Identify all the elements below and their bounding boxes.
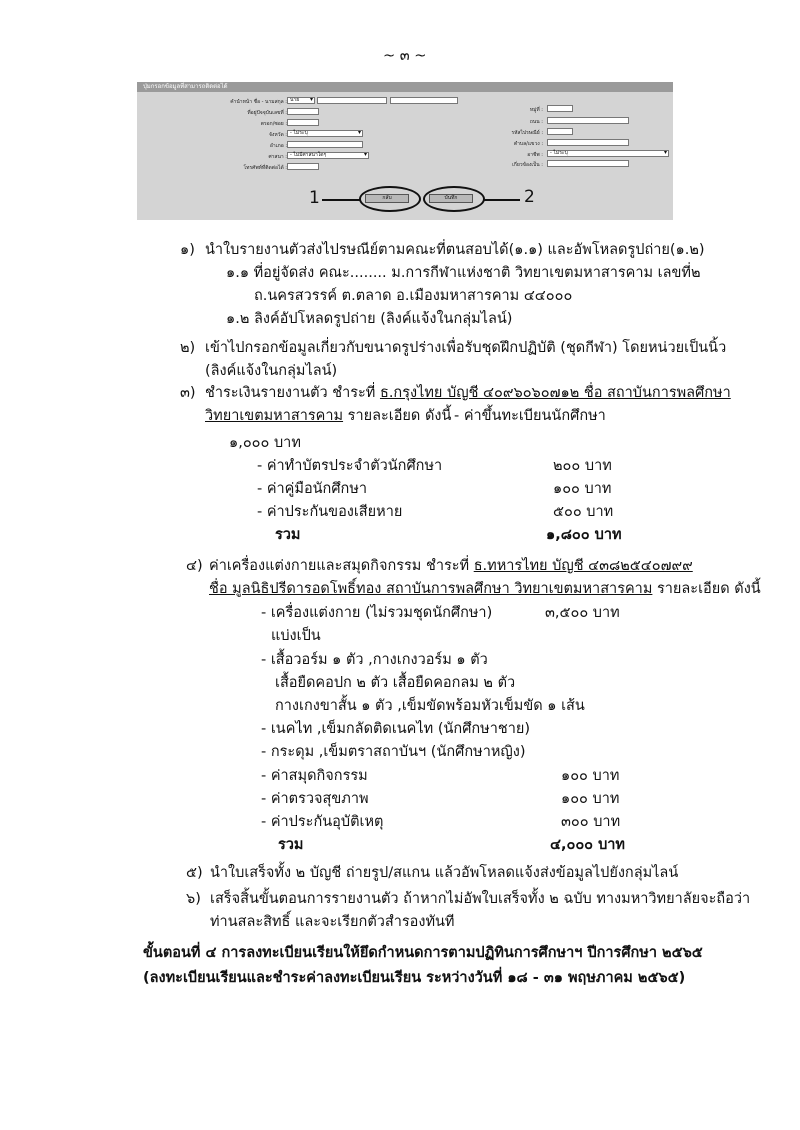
step4-account: ธ.ทหารไทย บัญชี ๔๓๘๒๕๔๐๗๙๙: [473, 558, 693, 574]
step4-line1: [209, 554, 693, 577]
callout-line-left: [322, 199, 360, 201]
road-input[interactable]: [547, 117, 629, 124]
step4-line2: [209, 577, 761, 600]
step3-item2-label: - ค่าคู่มือนักศึกษา: [257, 481, 368, 497]
step3-item2-amount: ๑๐๐ บาท: [553, 481, 612, 497]
step4-uniform-line4: - เนคไท ,เข็มกลัดติดเนคไท (นักศึกษาชาย): [261, 721, 531, 737]
religion-label: ศาสนา :: [268, 154, 287, 160]
phone-label: โทรศัพท์ที่ติดต่อได้ :: [243, 165, 287, 171]
district-label: อำเภอ :: [269, 143, 287, 149]
step3-item3-label: - ค่าประกันของเสียหาย: [257, 504, 403, 520]
step4-pre: ค่าเครื่องแต่งกายและสมุดกิจกรรม ชำระที่: [209, 558, 474, 574]
province-label: จังหวัด :: [269, 132, 287, 138]
step3-pre: ชำระเงินรายงานตัว ชำระที่: [205, 385, 380, 401]
moo-label: หมู่ที่ :: [529, 107, 543, 113]
road-label: ถนน :: [529, 119, 543, 125]
back-button-highlight-ring: [359, 186, 421, 212]
title-select[interactable]: นาย ▾: [287, 97, 315, 104]
step4-item3-label: - ค่าประกันอุบัติเหตุ: [261, 814, 384, 830]
district-input[interactable]: [287, 141, 363, 148]
step3-detail: รายละเอียด ดังนี้: [343, 408, 452, 424]
step4-uniform-line2: เสื้อยืดคอปก ๒ ตัว เสื้อยืดคอกลม ๒ ตัว: [275, 675, 516, 691]
last-name-input[interactable]: [390, 97, 458, 104]
province-select[interactable]: - ไม่ระบุ ▾: [287, 130, 363, 137]
step4-item1-amount: ๑๐๐ บาท: [561, 768, 620, 784]
step3-line1: [205, 381, 731, 404]
address-input[interactable]: [287, 108, 319, 115]
postcode-label: รหัสไปรษณีย์ :: [511, 130, 543, 136]
relation-input[interactable]: [547, 160, 629, 167]
address-label: ที่อยู่ปัจจุบันเลขที่ :: [247, 110, 287, 116]
step4-uniform-amount: ๓,๕๐๐ บาท: [545, 605, 620, 621]
step2-number: ๒): [180, 340, 196, 356]
religion-select[interactable]: - ไม่มีศาสนาใดๆ ▾: [287, 152, 369, 159]
moo-input[interactable]: [547, 105, 573, 112]
step3-total-amount: ๑,๘๐๐ บาท: [546, 527, 622, 543]
step3-item1-amount: ๒๐๐ บาท: [553, 458, 612, 474]
step4-detail: รายละเอียด ดังนี้: [652, 581, 761, 597]
step3-account2: วิทยาเขตมหาสารคาม: [205, 408, 344, 424]
occupation-label: อาชีพ :: [527, 152, 543, 158]
first-name-input[interactable]: [317, 97, 387, 104]
step4-uniform-line3: กางเกงขาสั้น ๑ ตัว ,เข็มขัดพร้อมหัวเข็มขัด ๑ เส้น: [275, 698, 585, 714]
registration-heading-line1: ขั้นตอนที่ ๔ การลงทะเบียนเรียนให้ยึดกำหนดการตามปฏิทินการศึกษาฯ ปีการศึกษา ๒๕๖๕: [143, 945, 703, 961]
step3-item1-label: - ค่าทำบัตรประจำตัวนักศึกษา: [257, 458, 443, 474]
subdistrict-input[interactable]: [547, 139, 629, 146]
step2-line1: เข้าไปกรอกข้อมูลเกี่ยวกับขนาดรูปร่างเพื่อรับชุดฝึกปฏิบัติ (ชุดกีฬา) โดยหน่วยเป็นนิ้ว: [205, 340, 727, 356]
subdistrict-label: ตำบล/แขวง :: [513, 141, 543, 147]
step4-item2-amount: ๑๐๐ บาท: [561, 791, 620, 807]
callout-line-right: [484, 199, 520, 201]
step6-line1: เสร็จสิ้นขั้นตอนการรายงานตัว ถ้าหากไม่อัพใบเสร็จทั้ง ๒ ฉบับ ทางมหาวิทยาลัยจะถือว่า: [210, 891, 751, 907]
step4-total-label: รวม: [278, 837, 304, 853]
step4-uniform-line1: - เสื้อวอร์ม ๑ ตัว ,กางเกงวอร์ม ๑ ตัว: [261, 652, 488, 668]
step5-text: นำใบเสร็จทั้ง ๒ บัญชี ถ่ายรูป/สแกน แล้วอัพโหลดแจ้งส่งข้อมูลไปยังกลุ่มไลน์: [210, 865, 679, 881]
step4-uniform-label: - เครื่องแต่งกาย (ไม่รวมชุดนักศึกษา): [261, 605, 493, 621]
page-number: ~ ๓ ~: [383, 48, 427, 64]
step4-item1-label: - ค่าสมุดกิจกรรม: [261, 768, 368, 784]
form-header: [137, 82, 673, 92]
form-title: ปุ่มกรอกข้อมูลที่สามารถติดต่อได้: [143, 83, 228, 90]
occupation-select[interactable]: - ไม่ระบุ ▾: [547, 150, 669, 157]
postcode-input[interactable]: [547, 128, 573, 135]
alley-label: ตรอก/ซอย :: [260, 121, 287, 127]
step3-number: ๓): [180, 385, 196, 401]
step2-line2: (ลิงค์แจ้งในกลุ่มไลน์): [205, 363, 338, 379]
step4-item3-amount: ๓๐๐ บาท: [561, 814, 621, 830]
step4-item2-label: - ค่าตรวจสุขภาพ: [261, 791, 369, 807]
step3-item3-amount: ๕๐๐ บาท: [553, 504, 614, 520]
step1-number: ๑): [180, 242, 195, 258]
step1-sub1-line1: ๑.๑ ที่อยู่จัดส่ง คณะ........ ม.การกีฬาแห่งชาติ วิทยาเขตมหาสารคาม เลขที่๒: [226, 265, 701, 281]
step1-text: นำใบรายงานตัวส่งไปรษณีย์ตามคณะที่ตนสอบได้(๑.๑) และอัพโหลดรูปถ่าย(๑.๒): [205, 242, 705, 258]
callout-number-1: 1: [309, 188, 320, 208]
save-button[interactable]: บันทึก: [429, 194, 473, 203]
step5-number: ๕): [186, 865, 203, 881]
save-button-highlight-ring: [423, 186, 485, 212]
back-button[interactable]: กลับ: [365, 194, 409, 203]
step6-line2: ท่านสละสิทธิ์ และจะเรียกตัวสำรองทันที: [210, 914, 455, 930]
callout-number-2: 2: [524, 187, 535, 207]
name-label: คำนำหน้า ชื่อ - นามสกุล :: [230, 99, 287, 105]
step3-account: ธ.กรุงไทย บัญชี ๔๐๙๖๐๖๐๗๑๒ ชื่อ สถาบันการพลศึกษา: [379, 385, 731, 401]
step4-number: ๔): [186, 558, 203, 574]
step6-number: ๖): [186, 891, 201, 907]
step3-line2: [205, 404, 451, 427]
relation-label: เกี่ยวข้องเป็น :: [512, 162, 543, 168]
step1-sub1-line2: ถ.นครสวรรค์ ต.ตลาด อ.เมืองมหาสารคาม ๔๔๐๐๐: [254, 288, 573, 304]
step3-item0-label: - ค่าขึ้นทะเบียนนักศึกษา: [454, 408, 606, 424]
registration-heading-line2: (ลงทะเบียนเรียนและชำระค่าลงทะเบียนเรียน ระหว่างวันที่ ๑๘ - ๓๑ พฤษภาคม ๒๕๖๕): [143, 970, 686, 986]
phone-input[interactable]: [287, 163, 319, 170]
step1-sub2: ๑.๒ ลิงค์อัปโหลดรูปถ่าย (ลิงค์แจ้งในกลุ่มไลน์): [226, 311, 513, 327]
step3-total-label: รวม: [275, 527, 301, 543]
alley-input[interactable]: [287, 119, 319, 126]
step3-item0-amount: ๑,๐๐๐ บาท: [229, 435, 301, 451]
step4-split-label: แบ่งเป็น: [271, 628, 321, 644]
step4-total-amount: ๔,๐๐๐ บาท: [550, 837, 625, 853]
step4-account2: ชื่อ มูลนิธิปรีดารอดโพธิ์ทอง สถาบันการพลศึกษา วิทยาเขตมหาสารคาม: [209, 581, 653, 597]
step4-uniform-line5: - กระดุม ,เข็มตราสถาบันฯ (นักศึกษาหญิง): [261, 744, 526, 760]
